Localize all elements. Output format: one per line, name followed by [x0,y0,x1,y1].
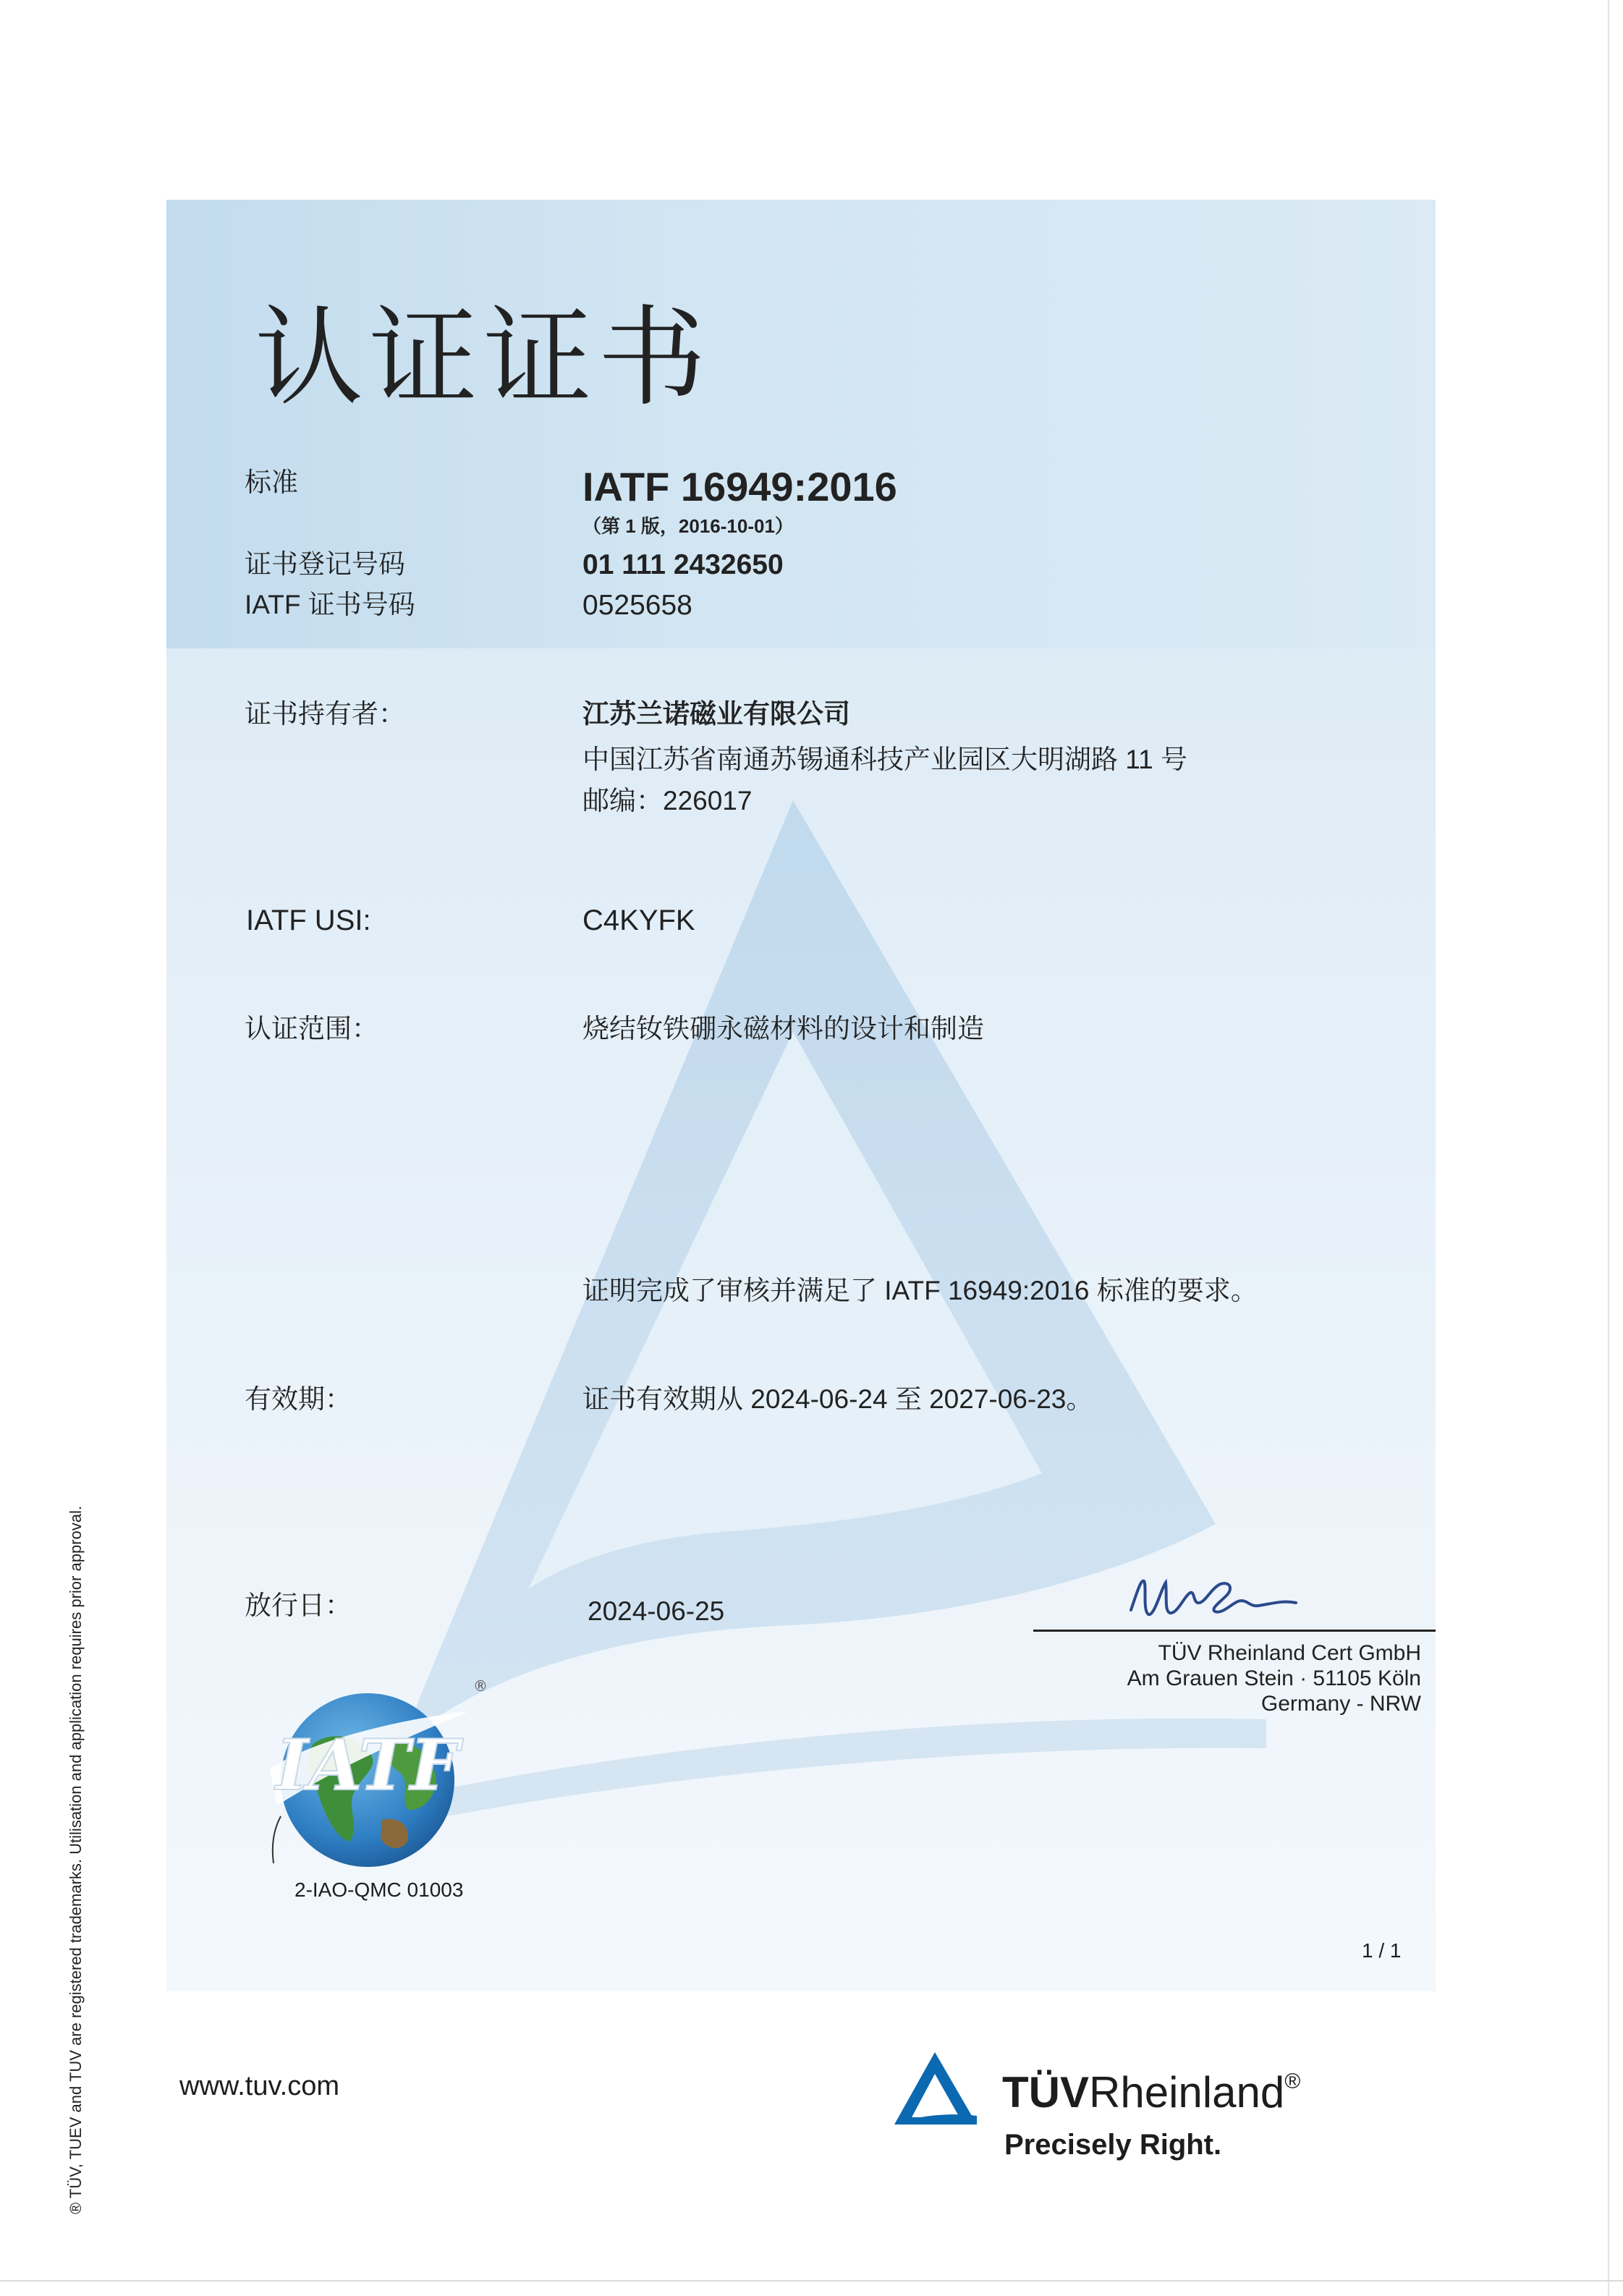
iatf-registered-mark: ® [473,1677,488,1695]
issue-date-value: 2024-06-25 [588,1596,725,1626]
website-link[interactable]: www.tuv.com [179,2071,340,2101]
standard-label: 标准 [245,467,298,497]
registration-number-value: 01 111 2432650 [582,549,784,580]
iatf-number-label: IATF 证书号码 [245,590,415,619]
signature-line [1033,1630,1436,1632]
trademark-notice: ® TÜV, TUEV and TUV are registered trademarks. Utilisation and application requires prior approval. [67,1506,85,2214]
standard-value: IATF 16949:2016 [582,464,897,509]
brand-registered: ® [1284,2070,1301,2093]
standard-edition: （第 1 版，2016-10-01） [582,515,794,537]
signature [1125,1567,1313,1632]
holder-label: 证书持有者： [245,699,405,729]
holder-address: 中国江苏省南通苏锡通科技产业园区大明湖路 11 号 [582,745,1187,774]
iatf-number-value: 0525658 [582,590,692,621]
usi-value: C4KYFK [582,905,695,936]
usi-label: IATF USI: [246,905,371,936]
brand-tuv: TÜV [1002,2068,1089,2117]
tuv-triangle-logo [891,2049,980,2130]
holder-name: 江苏兰诺磁业有限公司 [582,699,850,729]
issuer-address: Am Grauen Stein · 51105 Köln [1127,1666,1421,1690]
iatf-logo-text: IATF [276,1724,459,1806]
scope-value: 烧结钕铁硼永磁材料的设计和制造 [582,1014,984,1043]
brand-rheinland: Rheinland [1089,2068,1285,2117]
brand-slogan: Precisely Right. [1004,2129,1222,2161]
tuv-rheinland-wordmark [1002,2068,1301,2117]
iatf-globe-logo [252,1668,491,1878]
registration-number-label: 证书登记号码 [245,549,405,579]
validity-value: 证书有效期从 2024-06-24 至 2027-06-23。 [582,1384,1093,1414]
iatf-code: 2-IAO-QMC 01003 [294,1878,464,1901]
certificate-title: 认证证书 [255,295,713,421]
conformity-statement: 证明完成了审核并满足了 IATF 16949:2016 标准的要求。 [582,1276,1258,1305]
issuer-name: TÜV Rheinland Cert GmbH [1158,1641,1421,1665]
bottom-rule [0,2280,1623,2282]
issue-date-label: 放行日： [245,1590,352,1620]
scope-label: 认证范围： [245,1014,378,1043]
page-number: 1 / 1 [1362,1939,1402,1962]
validity-label: 有效期： [245,1384,352,1414]
issuer-region: Germany - NRW [1260,1692,1421,1716]
holder-postcode: 邮编：226017 [582,786,753,816]
page-edge [1608,0,1609,2296]
